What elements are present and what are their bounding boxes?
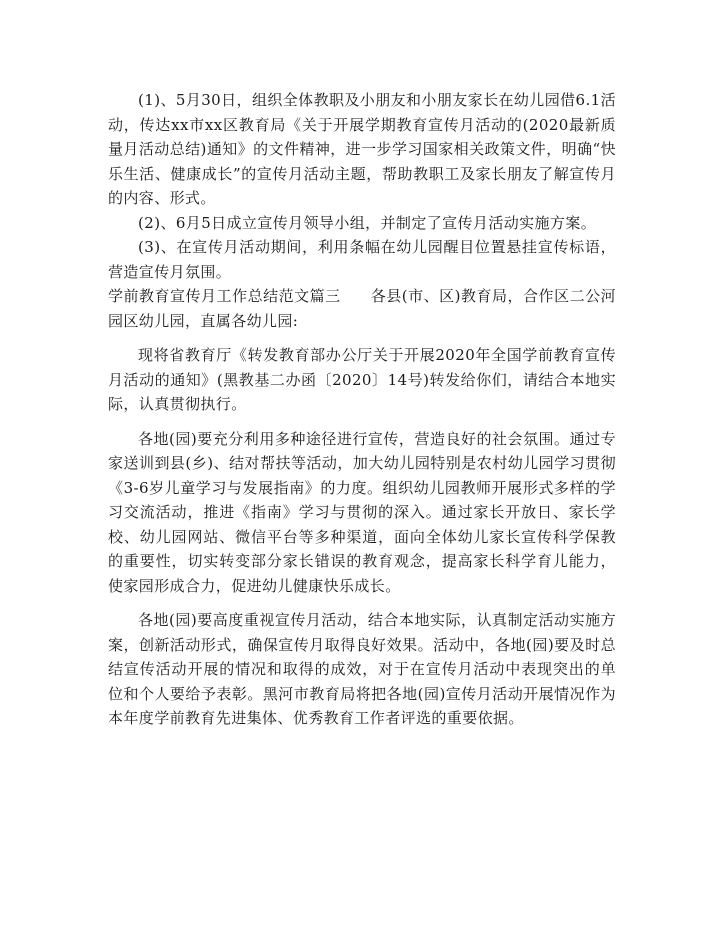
paragraph-notice: 现将省教育厅《转发教育部办公厅关于开展2020年全国学前教育宣传月活动的通知》(黑教基二办函〔2020〕14号)转发给你们，请结合本地实际，认真贯彻执行。 [108,346,616,413]
document-page [108,88,616,731]
paragraph-activity-3: (3)、在宣传月活动期间，利用条幅在幼儿园醒目位置悬挂宣传标语，营造宣传月氛围。 [108,238,616,281]
paragraph-publicity: 各地(园)要充分利用多种途径进行宣传，营造良好的社会氛围。通过专家送训到县(乡)、结对帮扶等活动，加大幼儿园特别是农村幼儿园学习贯彻《3-6岁儿童学习与发展指南》的力度。组织幼儿园教师开展形式多样的学习交流活动，推进《指南》学习与贯彻的深入。通过家长开放日、家长学校、幼儿园网站、微信平台等多种渠道，面向全体幼儿家长宣传科学保教的重要性，切实转变部分家长错误的教育观念，提高家长科学育儿能力，使家园形成合力，促进幼儿健康快乐成长。 [108,429,616,595]
addressee: 各县(市、区)教育局，合作区二公河园区幼儿园，直属各幼儿园: [108,287,616,330]
section-title: 学前教育宣传月工作总结范文篇三 [108,287,341,305]
paragraph-activity-1: (1)、5月30日，组织全体教职及小朋友和小朋友家长在幼儿园借6.1活动，传达xx市xx区教育局《关于开展学期教育宣传月活动的(2020最新质量月活动总结)通知》的文件精神，进一步学习国家相关政策文件，明确“快乐生活、健康成长”的宣传月活动主题，帮助教职工及家长朋友了解宣传月的内容、形式。 [108,91,616,207]
paragraph-requirements: 各地(园)要高度重视宣传月活动，结合本地实际，认真制定活动实施方案，创新活动形式，确保宣传月取得良好效果。活动中，各地(园)要及时总结宣传活动开展的情况和取得的成效，对于在宣传月活动中表现突出的单位和个人要给予表彰。黑河市教育局将把各地(园)宣传月活动开展情况作为本年度学前教育先进集体、优秀教育工作者评选的重要依据。 [108,611,616,727]
paragraph-activity-2: (2)、6月5日成立宣传月领导小组，并制定了宣传月活动实施方案。 [138,213,597,232]
section-heading-line [108,284,616,333]
